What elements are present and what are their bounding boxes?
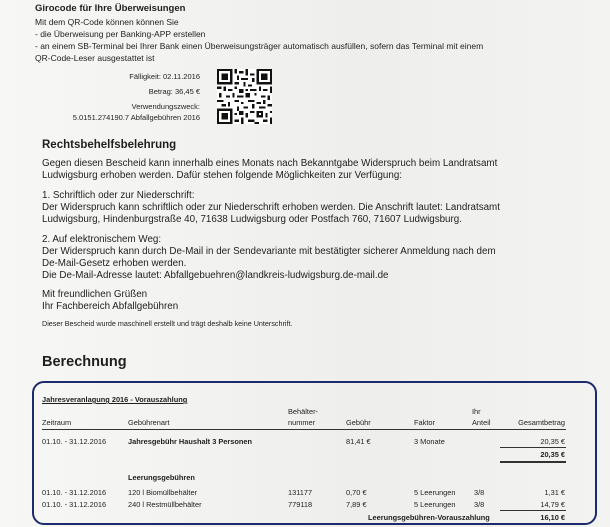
header-gesamtbetrag: Gesamtbetrag xyxy=(518,418,565,427)
leerung-total: 16,10 € xyxy=(540,513,565,522)
girocode-line: - an einem SB-Terminal bei Ihrer Bank einen Überweisungsträger automatisch ausfüllen, sofern das Terminal mit einem xyxy=(35,41,484,51)
item1-heading: 1. Schriftlich oder zur Niederschrift: xyxy=(42,190,195,201)
rechtsbehelf-intro-line: Ludwigsburg erhoben werden. Dafür stehen folgende Möglichkeiten zur Verfügung: xyxy=(42,170,402,181)
item2-line: De-Mail-Gesetz erhoben werden. xyxy=(42,258,187,269)
row-zeitraum: 01.10. - 31.12.2016 xyxy=(42,437,107,446)
item2-heading: 2. Auf elektronischem Weg: xyxy=(42,234,162,245)
leerung-row-nummer: 779118 xyxy=(288,500,313,509)
item2-line: Der Widerspruch kann durch De-Mail in der Sendevariante mit bestätigter sicherer Anmeldung nach dem xyxy=(42,246,496,257)
closing-line: Mit freundlichen Grüßen xyxy=(42,289,148,300)
item2-line: Die De-Mail-Adresse lautet: Abfallgebuehren@landkreis-ludwigsburg.de-mail.de xyxy=(42,270,389,281)
leerung-row-gesamt: 14,79 € xyxy=(540,500,565,509)
row-gebuehr: 81,41 € xyxy=(346,437,371,446)
closing-line: Ihr Fachbereich Abfallgebühren xyxy=(42,301,179,312)
leerung-row-faktor: 5 Leerungen xyxy=(414,488,456,497)
leerung-row-gebuehr: 0,70 € xyxy=(346,488,367,497)
header-divider xyxy=(42,429,566,430)
subtotal-divider xyxy=(500,447,566,448)
rechtsbehelf-intro-line: Gegen diesen Bescheid kann innerhalb eines Monats nach Bekanntgabe Widerspruch beim Landratsamt xyxy=(42,158,498,169)
leerung-row-zeitraum: 01.10. - 31.12.2016 xyxy=(42,500,107,509)
leerung-total-label: Leerungsgebühren-Vorauszahlung xyxy=(368,513,490,522)
subtotal-underline xyxy=(500,461,566,463)
header-gebuehr: Gebühr xyxy=(346,418,371,427)
leerung-row-zeitraum: 01.10. - 31.12.2016 xyxy=(42,488,107,497)
row-art: Jahresgebühr Haushalt 3 Personen xyxy=(128,437,253,446)
section-title: Jahresveranlagung 2016 - Vorauszahlung xyxy=(42,395,188,404)
betrag: Betrag: 36,45 € xyxy=(148,87,200,96)
item1-line: Der Widerspruch kann schriftlich oder zur Niederschrift erhoben werden. Die Anschrift lautet: Landratsamt xyxy=(42,202,500,213)
leerung-row-anteil: 3/8 xyxy=(474,488,485,497)
girocode-line: - die Überweisung per Banking-APP erstellen xyxy=(35,29,206,39)
header-nummer: nummer xyxy=(288,418,316,427)
rechtsbehelf-title: Rechtsbehelfsbelehrung xyxy=(42,139,177,151)
leerung-row-nummer: 131177 xyxy=(288,488,313,497)
item1-line: Ludwigsburg, Hindenburgstraße 40, 71638 Ludwigsburg oder Postfach 760, 71607 Ludwigsburg. xyxy=(42,214,462,225)
girocode-line: QR-Code-Leser ausgestattet ist xyxy=(35,53,155,63)
leerung-row-faktor: 5 Leerungen xyxy=(414,500,456,509)
header-faktor: Faktor xyxy=(414,418,435,427)
header-behaelter: Behälter- xyxy=(288,407,318,416)
header-gebuehrenart: Gebührenart xyxy=(128,418,170,427)
subtotal-1: 20,35 € xyxy=(540,450,565,459)
leerung-row-art: 120 l Biomüllbehälter xyxy=(128,488,198,497)
leerung-row-gesamt: 1,31 € xyxy=(544,488,565,497)
qr-code-icon xyxy=(217,69,272,124)
girocode-line: Mit dem QR-Code können können Sie xyxy=(35,17,179,27)
row-gesamt: 20,35 € xyxy=(540,437,565,446)
header-ihr: Ihr xyxy=(472,407,481,416)
verwendungszweck-label: Verwendungszweck: xyxy=(131,102,200,111)
leerung-row-gebuehr: 7,89 € xyxy=(346,500,367,509)
berechnung-title: Berechnung xyxy=(42,354,127,370)
leerung-row-art: 240 l Restmüllbehälter xyxy=(128,500,202,509)
row-faktor: 3 Monate xyxy=(414,437,445,446)
header-anteil: Anteil xyxy=(472,418,491,427)
faelligkeit: Fälligkeit: 02.11.2016 xyxy=(129,72,200,81)
header-zeitraum: Zeitraum xyxy=(42,418,72,427)
machine-note: Dieser Bescheid wurde maschinell erstellt und trägt deshalb keine Unterschrift. xyxy=(42,319,293,328)
leerung-total-divider xyxy=(500,510,566,511)
leerung-row-anteil: 3/8 xyxy=(474,500,485,509)
leerungen-title: Leerungsgebühren xyxy=(128,473,195,482)
girocode-title: Girocode für Ihre Überweisungen xyxy=(35,3,186,14)
verwendungszweck-value: 5.0151.274190.7 Abfallgebühren 2016 xyxy=(72,113,200,122)
